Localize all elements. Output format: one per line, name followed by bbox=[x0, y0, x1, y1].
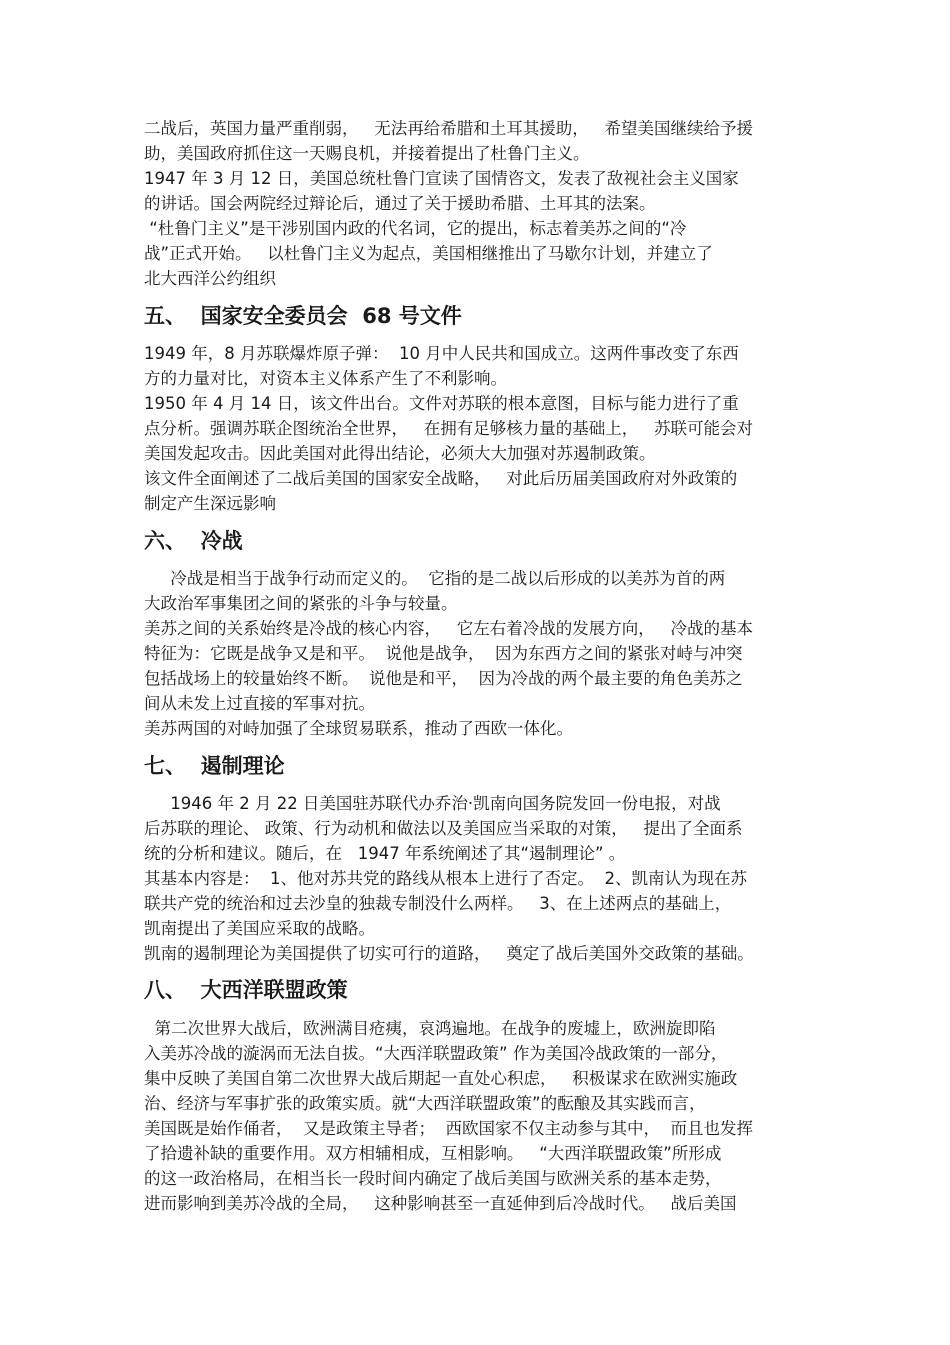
paragraph-line: 集中反映了美国自第二次世界大战后期起一直处心积虑， 积极谋求在欧洲实施政 bbox=[144, 1069, 738, 1088]
paragraph-line: 其基本内容是： 1、他对苏共党的路线从根本上进行了否定。 2、凯南认为现在苏 bbox=[144, 869, 747, 888]
paragraph-line: 统的分析和建议。随后，在 1947 年系统阐述了其“遏制理论” 。 bbox=[144, 844, 626, 863]
paragraph-line: 助，美国政府抓住这一天赐良机，并接着提出了杜鲁门主义。 bbox=[144, 144, 590, 163]
paragraph-line: 美国发起攻击。因此美国对此得出结论，必须大大加强对苏遏制政策。 bbox=[144, 444, 656, 463]
paragraph-line: 制定产生深远影响 bbox=[144, 494, 276, 513]
paragraph-line: 1947 年 3 月 12 日，美国总统杜鲁门宣读了国情咨文，发表了敌视社会主义国家 bbox=[144, 169, 739, 188]
paragraph-line: “杜鲁门主义”是干涉别国内政的代名词，它的提出，标志着美苏之间的“冷 bbox=[144, 219, 687, 238]
section-heading-5: 五、 国家安全委员会 68 号文件 bbox=[144, 304, 462, 328]
paragraph-line: 入美苏冷战的漩涡而无法自拔。“大西洋联盟政策” 作为美国冷战政策的一部分， bbox=[144, 1044, 728, 1063]
section-heading-6: 六、 冷战 bbox=[144, 529, 243, 553]
paragraph-line: 1949 年，8 月苏联爆炸原子弹： 10 月中人民共和国成立。这两件事改变了东西 bbox=[144, 344, 739, 363]
paragraph-line: 后苏联的理论、 政策、行为动机和做法以及美国应当采取的对策， 提出了全面系 bbox=[144, 819, 743, 838]
paragraph-line: 间从未发上过直接的军事对抗。 bbox=[144, 694, 375, 713]
paragraph-line: 1946 年 2 月 22 日美国驻苏联代办乔治·凯南向国务院发回一份电报，对战 bbox=[144, 794, 721, 813]
paragraph-line: 美国既是始作俑者， 又是政策主导者； 西欧国家不仅主动参与其中， 而且也发挥 bbox=[144, 1119, 753, 1138]
paragraph-line: 的讲话。国会两院经过辩论后，通过了关于援助希腊、土耳其的法案。 bbox=[144, 194, 656, 213]
paragraph-line: 美苏两国的对峙加强了全球贸易联系，推动了西欧一体化。 bbox=[144, 719, 573, 738]
paragraph-line: 联共产党的统治和过去沙皇的独裁专制没什么两样。 3、在上述两点的基础上， bbox=[144, 894, 732, 913]
paragraph-line: 点分析。强调苏联企图统治全世界， 在拥有足够核力量的基础上， 苏联可能会对 bbox=[144, 419, 753, 438]
section-heading-7: 七、 遏制理论 bbox=[144, 754, 285, 778]
paragraph-line: 该文件全面阐述了二战后美国的国家安全战略， 对此后历届美国政府对外政策的 bbox=[144, 469, 738, 488]
paragraph-line: 进而影响到美苏冷战的全局， 这种影响甚至一直延伸到后冷战时代。 战后美国 bbox=[144, 1194, 737, 1213]
paragraph-line: 治、经济与军事扩张的政策实质。就“大西洋联盟政策”的酝酿及其实践而言， bbox=[144, 1094, 706, 1113]
paragraph-line: 大政治军事集团之间的紧张的斗争与较量。 bbox=[144, 594, 458, 613]
paragraph-line: 包括战场上的较量始终不断。 说他是和平， 因为冷战的两个最主要的角色美苏之 bbox=[144, 669, 743, 688]
paragraph-line: 北大西洋公约组织 bbox=[144, 269, 276, 288]
paragraph-line: 二战后，英国力量严重削弱， 无法再给希腊和土耳其援助， 希望美国继续给予援 bbox=[144, 119, 753, 138]
paragraph-line: 1950 年 4 月 14 日，该文件出台。文件对苏联的根本意图，目标与能力进行了重 bbox=[144, 394, 739, 413]
paragraph-line: 凯南提出了美国应采取的战略。 bbox=[144, 919, 375, 938]
paragraph-line: 美苏之间的关系始终是冷战的核心内容， 它左右着冷战的发展方向， 冷战的基本 bbox=[144, 619, 753, 638]
paragraph-line: 特征为：它既是战争又是和平。 说他是战争， 因为东西方之间的紧张对峙与冲突 bbox=[144, 644, 743, 663]
paragraph-line: 第二次世界大战后，欧洲满目疮痍，哀鸿遍地。在战争的废墟上，欧洲旋即陷 bbox=[144, 1019, 716, 1038]
paragraph-line: 冷战是相当于战争行动而定义的。 它指的是二战以后形成的以美苏为首的两 bbox=[144, 569, 726, 588]
paragraph-line: 了拾遗补缺的重要作用。双方相辅相成，互相影响。 “大西洋联盟政策”所形成 bbox=[144, 1144, 722, 1163]
paragraph-line: 凯南的遏制理论为美国提供了切实可行的道路， 奠定了战后美国外交政策的基础。 bbox=[144, 944, 754, 963]
paragraph-line: 战”正式开始。 以杜鲁门主义为起点，美国相继推出了马歇尔计划，并建立了 bbox=[144, 244, 713, 263]
paragraph-line: 的这一政治格局，在相当长一段时间内确定了战后美国与欧洲关系的基本走势， bbox=[144, 1169, 722, 1188]
section-heading-8: 八、 大西洋联盟政策 bbox=[144, 978, 348, 1002]
paragraph-line: 方的力量对比，对资本主义体系产生了不利影响。 bbox=[144, 369, 507, 388]
